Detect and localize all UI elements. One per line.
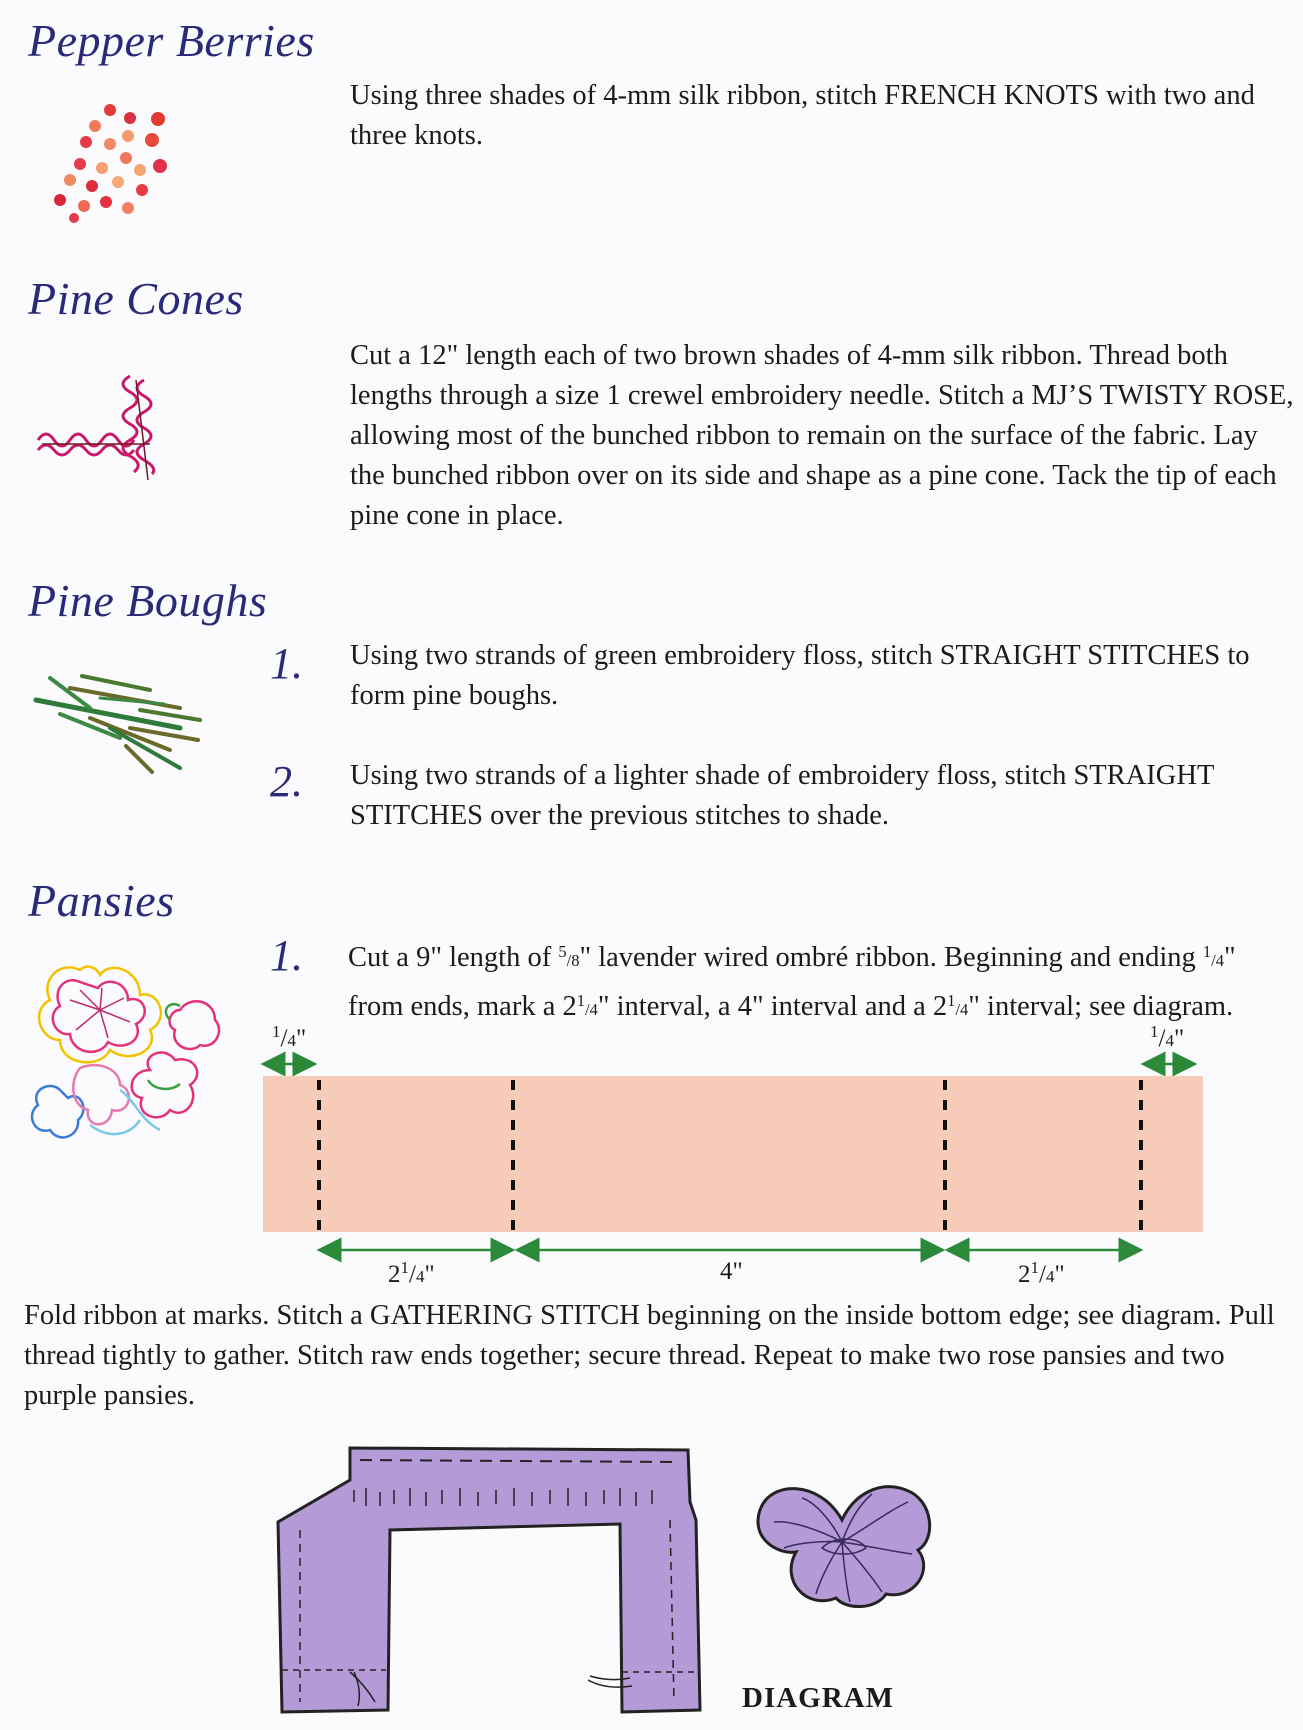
fraction-five-eighths: $^5$/8 <box>558 942 580 971</box>
finished-pansy-drawing <box>750 1470 940 1620</box>
pansies-step-1-number: 1. <box>270 931 303 980</box>
diagram-caption: DIAGRAM <box>742 1682 894 1714</box>
folded-ribbon-drawing <box>270 1440 720 1720</box>
pepper-berries-text: Using three shades of 4-mm silk ribbon, stitch FRENCH KNOTS with two and three knots. <box>350 80 1255 151</box>
pine-boughs-step-1-text: Using two strands of green embroidery floss, stitch STRAIGHT STITCHES to form pine boughs. <box>350 640 1250 711</box>
pine-boughs-step-1-number: 1. <box>270 639 303 688</box>
pine-boughs-illustration <box>30 668 205 778</box>
ribbon-diagram <box>255 1050 1215 1265</box>
pepper-berries-illustration <box>40 96 170 226</box>
pansies-step-1-text: Cut a 9" length of $^5$/8" lavender wired ombré ribbon. Beginning and ending $^1$/4" from ends, mark a $2^1/4$" interval, a 4" interval and a $2^1/4$" interval; see diagram. <box>348 942 1236 1023</box>
heading-pine-boughs: Pine Boughs <box>28 575 268 626</box>
interval-1-label: $2^1/4$" <box>388 1258 435 1288</box>
left-margin-label: $^1$/4" <box>272 1022 307 1052</box>
heading-pepper-berries: Pepper Berries <box>28 15 315 66</box>
pine-cones-text: Cut a 12" length each of two brown shades of 4-mm silk ribbon. Thread both lengths through a size 1 crewel embroidery needle. Stitch a MJ’S TWISTY ROSE, allowing most of the bunched ribbon to remain on the surface of the fabric. Lay the bunched ribbon over on its side and shape as a pine cone. Tack the tip of each pine cone in place. <box>350 340 1294 531</box>
interval-2-label: 4" <box>720 1258 743 1285</box>
fraction-quarter: $^1$/4 <box>1202 942 1225 971</box>
heading-pine-cones: Pine Cones <box>28 273 244 324</box>
ribbon-strip <box>263 1076 1203 1232</box>
pine-boughs-step-2-number: 2. <box>270 757 303 806</box>
pansies-illustration <box>20 950 240 1155</box>
fraction-quarter: $^1$/4 <box>947 991 969 1020</box>
pine-cones-illustration <box>30 370 190 500</box>
heading-pansies: Pansies <box>28 875 175 926</box>
fraction-quarter: $^1$/4 <box>576 991 598 1020</box>
right-margin-label: $^1$/4" <box>1150 1022 1185 1052</box>
interval-3-label: $2^1/4$" <box>1018 1258 1065 1288</box>
pine-boughs-step-2-text: Using two strands of a lighter shade of embroidery floss, stitch STRAIGHT STITCHES over the previous stitches to shade. <box>350 760 1214 831</box>
pansies-follow-text: Fold ribbon at marks. Stitch a GATHERING STITCH beginning on the inside bottom edge; see diagram. Pull thread tightly to gather. Stitch raw ends together; secure thread. Repeat to make two rose pansies and two purple pansies. <box>24 1300 1275 1411</box>
